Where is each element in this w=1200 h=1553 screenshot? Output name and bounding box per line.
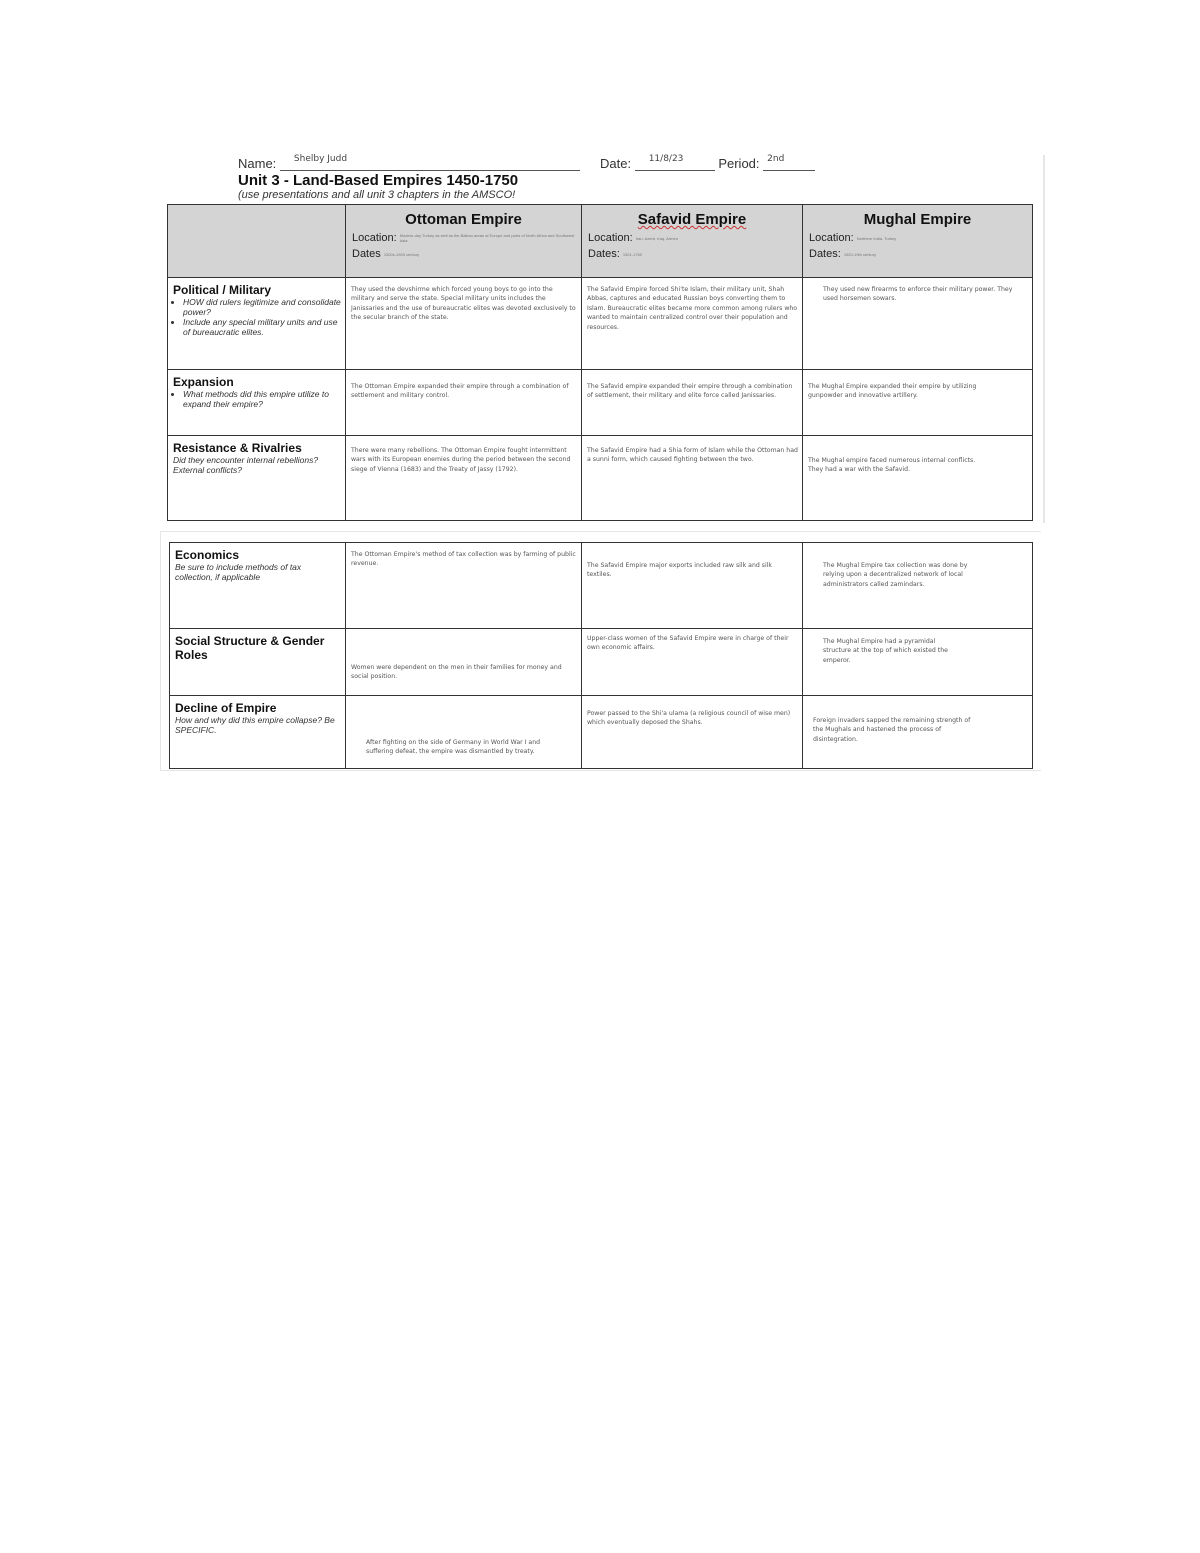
mughal-dates bbox=[809, 248, 1032, 260]
category-economics bbox=[170, 543, 346, 629]
question-bullet: • What methods did this empire utilize to expand their empire? bbox=[183, 389, 341, 409]
category-title: Economics bbox=[175, 548, 240, 562]
mughal-economics-cell[interactable]: The Mughal Empire tax collection was done by relying upon a decentralized network of local administrators called zamindars. bbox=[803, 543, 1033, 629]
page-title: Unit 3 - Land-Based Empires 1450-1750 bbox=[238, 172, 519, 189]
dates-label: Dates bbox=[352, 248, 381, 260]
safavid-dates bbox=[588, 248, 802, 260]
dates-label: Dates: bbox=[588, 248, 620, 260]
category-question: How and why did this empire collapse? Be SPECIFIC. bbox=[175, 715, 335, 735]
ottoman-header bbox=[346, 205, 582, 278]
ottoman-resistance-cell[interactable]: There were many rebellions. The Ottoman Empire fought intermittent wars with its European enemies during the period between the second siege of Vienna (1683) and the Treaty of Jassy (1792). bbox=[346, 436, 582, 521]
safavid-social-cell[interactable]: Upper-class women of the Safavid Empire were in charge of their own economic affairs. bbox=[582, 629, 803, 696]
category-title: Political / Military bbox=[173, 283, 272, 297]
question-bullet: • HOW did rulers legitimize and consolidate power? bbox=[183, 297, 341, 317]
category-resistance bbox=[168, 436, 346, 521]
safavid-political-cell[interactable]: The Safavid Empire forced Shi'te Islam, their military unit, Shah Abbas, captures and educated Russian boys converting them to Islam. Bureaucratic elites became more common among rulers who wanted to maintain centralized control over their population and resources. bbox=[582, 278, 803, 370]
dates-value: 1501-1760 bbox=[622, 251, 642, 257]
period-value: 2nd bbox=[767, 154, 785, 164]
question-bullet: • Include any special military units and use of bureaucratic elites. bbox=[183, 317, 341, 337]
mughal-decline-cell[interactable]: Foreign invaders sapped the remaining strength of the Mughals and hastened the process of disintegration. bbox=[803, 696, 1033, 769]
dates-label: Dates: bbox=[809, 248, 841, 260]
location-label: Location: bbox=[588, 232, 633, 244]
category-political-military bbox=[168, 278, 346, 370]
mughal-resistance-cell[interactable]: The Mughal empire faced numerous internal conflicts. They had a war with the Safavid. bbox=[803, 436, 1033, 521]
location-label: Location: bbox=[809, 232, 854, 244]
name-value: Shelby Judd bbox=[293, 154, 348, 164]
date-label: Date: bbox=[600, 156, 632, 171]
location-value: Northern India, Turkey bbox=[856, 235, 897, 241]
ottoman-social-cell[interactable]: Women were dependent on the men in their families for money and social position. bbox=[346, 629, 582, 696]
mughal-political-cell[interactable]: They used new firearms to enforce their military power. They used horsemen sowars. bbox=[803, 278, 1033, 370]
page-edge-1 bbox=[1043, 155, 1045, 523]
category-decline bbox=[170, 696, 346, 769]
empire-table-part1 bbox=[167, 204, 1033, 521]
mughal-social-cell[interactable]: The Mughal Empire had a pyramidal structure at the top of which existed the emperor. bbox=[803, 629, 1033, 696]
category-question bbox=[173, 389, 341, 409]
category-social-structure bbox=[170, 629, 346, 696]
ottoman-economics-cell[interactable]: The Ottoman Empire's method of tax collection was by farming of public revenue. bbox=[346, 543, 582, 629]
page-edge-2 bbox=[160, 531, 1041, 532]
dates-value: 1300s-1900 century bbox=[383, 251, 420, 257]
location-value: Modern-day Turkey as well as the Balkan areas of Europe and parts of North Africa and Southwest Asia bbox=[399, 233, 575, 244]
safavid-economics-cell[interactable]: The Safavid Empire major exports included raw silk and silk textiles. bbox=[582, 543, 803, 629]
mughal-location bbox=[809, 232, 1032, 244]
ottoman-expansion-cell[interactable]: The Ottoman Empire expanded their empire through a combination of settlement and military control. bbox=[346, 370, 582, 436]
empire-table-part2 bbox=[169, 542, 1033, 769]
category-title: Decline of Empire bbox=[175, 701, 277, 715]
dates-value: 1520-19th century bbox=[843, 251, 877, 257]
ottoman-political-cell[interactable]: They used the devshirme which forced young boys to go into the military and serve the state. Special military units includes the Janissaries and the use of bureaucratic elites was devoted exclusively to the secular branch of the state. bbox=[346, 278, 582, 370]
mughal-header bbox=[803, 205, 1033, 278]
category-title: Social Structure & Gender Roles bbox=[175, 634, 325, 662]
category-question: Did they encounter internal rebellions? External conflicts? bbox=[173, 455, 319, 475]
page-edge-4 bbox=[160, 770, 1041, 771]
location-label: Location: bbox=[352, 232, 397, 244]
safavid-name: Safavid Empire bbox=[637, 211, 747, 228]
ottoman-dates bbox=[352, 248, 581, 260]
mughal-name: Mughal Empire bbox=[863, 211, 972, 228]
safavid-location bbox=[588, 232, 802, 244]
safavid-expansion-cell[interactable]: The Safavid empire expanded their empire through a combination of settlement, their military and elite force called Janissaries. bbox=[582, 370, 803, 436]
name-label: Name: bbox=[238, 156, 277, 171]
date-line bbox=[600, 156, 815, 171]
ottoman-decline-cell[interactable]: After fighting on the side of Germany in World War I and suffering defeat, the empire was dismantled by treaty. bbox=[346, 696, 582, 769]
page-edge-3 bbox=[160, 531, 161, 771]
ottoman-name: Ottoman Empire bbox=[405, 211, 522, 228]
safavid-resistance-cell[interactable]: The Safavid Empire had a Shia form of Islam while the Ottoman had a sunni form, which caused fighting between the two. bbox=[582, 436, 803, 521]
category-question: Be sure to include methods of tax collection, if applicable bbox=[175, 562, 302, 582]
category-title: Resistance & Rivalries bbox=[173, 441, 302, 455]
page-subtitle: (use presentations and all unit 3 chapters in the AMSCO! bbox=[238, 189, 516, 201]
date-field[interactable] bbox=[635, 156, 715, 171]
category-expansion bbox=[168, 370, 346, 436]
location-value: Iran, Azerb, Iraq, Armen bbox=[635, 235, 678, 241]
period-label: Period: bbox=[718, 156, 760, 171]
name-field[interactable] bbox=[280, 156, 580, 171]
ottoman-location bbox=[352, 232, 581, 244]
category-question bbox=[173, 297, 341, 337]
mughal-expansion-cell[interactable]: The Mughal Empire expanded their empire by utilizing gunpowder and innovative artillery. bbox=[803, 370, 1033, 436]
category-title: Expansion bbox=[173, 375, 234, 389]
header-blank-cell bbox=[168, 205, 346, 278]
safavid-decline-cell[interactable]: Power passed to the Shi'a ulama (a religious council of wise men) which eventually deposed the Shahs. bbox=[582, 696, 803, 769]
period-field[interactable] bbox=[763, 156, 815, 171]
safavid-header bbox=[582, 205, 803, 278]
date-value: 11/8/23 bbox=[648, 154, 684, 164]
name-line bbox=[238, 156, 580, 171]
